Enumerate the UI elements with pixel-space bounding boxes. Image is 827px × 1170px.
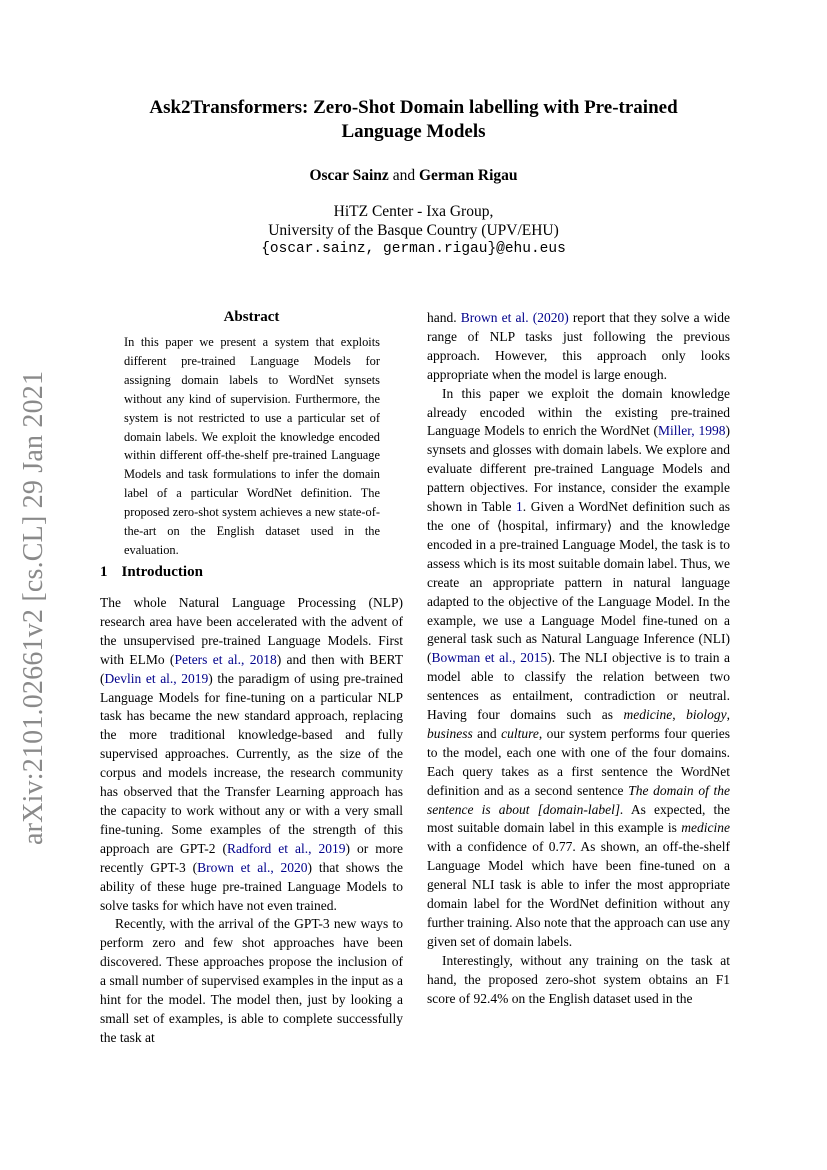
text-span: The whole Natural Language Processing (NLP) research area have been accelerated with the advent of the unsupervised pre-trained Language Models. First with ELMo ( <box>100 595 403 667</box>
text-span: , our system performs four queries to the model, each one with one of the four domains. Each query takes as a first sentence the WordNet definition and as a second sentence <box>427 725 730 798</box>
text-span: ) that shows the ability of these huge pre-trained Language Models to solve tasks for which have not even trained. <box>100 859 403 913</box>
text-span: ) the paradigm of using pre-trained Language Models for fine-tuning on a particular NLP task has became the new standard approach, replacing the more traditional knowledge-based and fully supervised approaches. Currently, as the size of the corpus and models increase, the research community has observed that the Transfer Learning approach has the capacity to work without any or with a very small fine-tuning. Some examples of the strength of this approach are GPT-2 ( <box>100 670 403 856</box>
pattern-sentence: The domain of the sentence is about [domain-label]. <box>427 782 730 817</box>
text-span: , <box>726 707 730 723</box>
intro-paragraph-5: Interestingly, without any training on the task at hand, the proposed zero-shot system obtains an F1 score of 92.4% on the English dataset used in the <box>427 952 730 1006</box>
text-span: hand. <box>427 310 461 325</box>
text-span: ) and then with BERT ( <box>100 651 403 686</box>
citation-brown-2020[interactable]: Brown et al., 2020 <box>197 859 308 875</box>
text-span: As expected, the most suitable domain label in this example is <box>427 801 730 836</box>
authors-and: and <box>392 167 416 184</box>
affiliation <box>0 202 827 259</box>
abstract-heading: Abstract <box>223 309 280 325</box>
left-column <box>100 594 403 1048</box>
right-column <box>427 309 730 1009</box>
result-label: medicine <box>681 820 730 836</box>
text-span: report that they solve a wide range of NLP tasks just following the previous approach. However, this approach only looks appropriate when the model is large enough. <box>427 310 730 382</box>
domain-biology: biology <box>686 707 727 723</box>
domain-medicine: medicine <box>623 707 673 723</box>
citation-miller-1998[interactable]: Miller, 1998 <box>658 423 726 439</box>
text-span: . Given a WordNet definition such as the one of ⟨hospital, infirmary⟩ and the knowledge encoded in a pre-trained Language Model, the task is to assess which is its most suitable domain label. Thus, we create an appropriate pattern in natural language adapted to the objective of the Language Model. In the example, we use a Language Model fine-tuned on a general task such as Natural Language Inference (NLI) ( <box>427 499 730 666</box>
text-span: and <box>472 725 502 741</box>
title-line-2: Language Models <box>341 121 486 142</box>
paper-title <box>0 96 827 144</box>
text-span: with a confidence of 0.77. As shown, an off-the-shelf Language Model which have been fine-tuned on a general NLI task is able to infer the most appropriate domain label for the WordNet definition without any further training. Also note that the approach can use any given set of domain labels. <box>427 839 730 949</box>
text-span: , <box>672 707 687 723</box>
text-span: ) synsets and glosses with domain labels. We explore and evaluate different pre-trained Language Models and pattern objectives. For instance, consider the example shown in Table <box>427 423 730 515</box>
intro-paragraph-1 <box>100 594 403 915</box>
section-title: Introduction <box>121 564 203 580</box>
intro-paragraph-4 <box>427 385 730 952</box>
intro-paragraph-3 <box>427 309 730 385</box>
citation-devlin-2019[interactable]: Devlin et al., 2019 <box>104 670 209 686</box>
authors <box>0 167 827 185</box>
text-span: ) or more recently GPT-3 ( <box>100 840 403 875</box>
abstract-text: In this paper we present a system that exploits different pre-trained Language Models for assigning domain labels to WordNet synsets without any kind of supervision. Furthermore, the system is not restricted to use a particular set of domain labels. We exploit the knowledge encoded within different off-the-shelf pre-trained Language Models and task formulations to infer the domain label of a particular WordNet definition. The proposed zero-shot system achieves a new state-of-the-art on the English dataset used in the evaluation. <box>124 335 380 557</box>
affiliation-line-2: University of the Basque Country (UPV/EHU) <box>268 222 559 239</box>
author-emails[interactable]: {oscar.sainz, german.rigau}@ehu.eus <box>261 241 566 257</box>
section-heading-introduction <box>100 564 203 581</box>
domain-business: business <box>427 725 473 741</box>
abstract-body <box>124 333 380 560</box>
section-number: 1 <box>100 564 108 580</box>
author-1: Oscar Sainz <box>309 167 389 184</box>
author-2: German Rigau <box>418 167 518 184</box>
arxiv-identifier: arXiv:2101.02661v2 [cs.CL] 29 Jan 2021 <box>18 370 49 845</box>
table-reference[interactable]: 1 <box>516 499 523 515</box>
title-line-1: Ask2Transformers: Zero-Shot Domain labelling with Pre-trained <box>149 97 678 118</box>
citation-radford-2019[interactable]: Radford et al., 2019 <box>226 840 346 856</box>
affiliation-line-1: HiTZ Center - Ixa Group, <box>333 203 494 220</box>
citation-bowman-2015[interactable]: Bowman et al., 2015 <box>431 650 548 666</box>
citation-peters-2018[interactable]: Peters et al., 2018 <box>174 651 277 667</box>
intro-paragraph-2: Recently, with the arrival of the GPT-3 new ways to perform zero and few shot approaches have been discovered. These approaches propose the inclusion of a small number of supervised examples in the input as a hint for the model. The model then, just by looking a small set of examples, is able to complete successfully the task at <box>100 916 403 1045</box>
text-span: ). The NLI objective is to train a model able to classify the relation between two sentences as entailment, contradiction or neutral. Having four domains such as <box>427 650 731 723</box>
citation-brown-2020b[interactable]: Brown et al. (2020) <box>460 310 569 325</box>
text-span: In this paper we exploit the domain knowledge already encoded within the existing pre-trained Language Models to enrich the WordNet ( <box>427 385 730 439</box>
domain-culture: culture <box>501 725 539 741</box>
